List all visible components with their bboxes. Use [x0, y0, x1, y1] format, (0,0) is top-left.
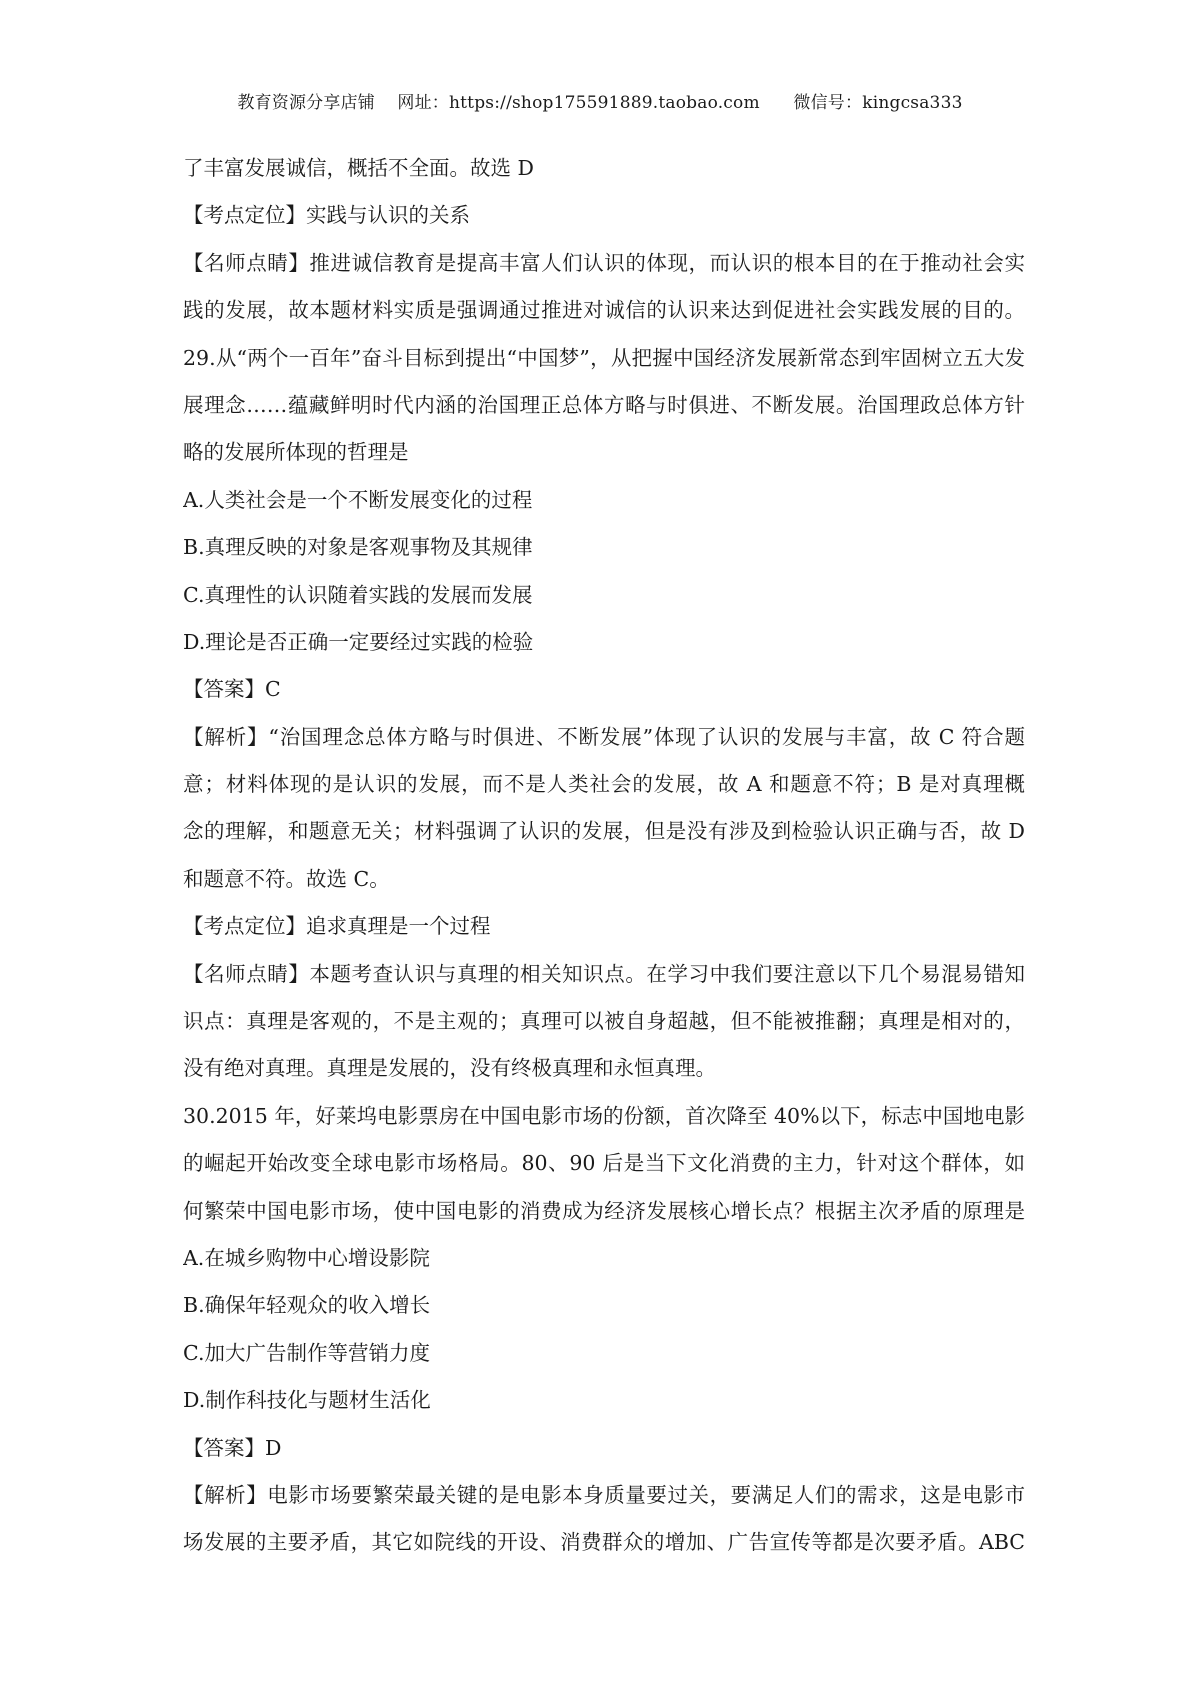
text-line: C.加大广告制作等营销力度 [183, 1340, 430, 1365]
text-line: 何繁荣中国电影市场，使中国电影的消费成为经济发展核心增长点？根据主次矛盾的原理是 [183, 1198, 1025, 1223]
header-shop-url: 网址：https://shop175591889.taobao.com [397, 93, 760, 113]
text-line: 【名师点睛】推进诚信教育是提高丰富人们认识的体现，而认识的根本目的在于推动社会实 [183, 250, 1025, 275]
text-line: 【解析】“治国理念总体方略与时俱进、不断发展”体现了认识的发展与丰富，故 C 符合题 [183, 724, 1025, 749]
text-line: 了丰富发展诚信，概括不全面。故选 D [183, 156, 534, 180]
text-line: 意；材料体现的是认识的发展，而不是人类社会的发展，故 A 和题意不符；B 是对真理概 [183, 772, 1025, 797]
text-line: 的崛起开始改变全球电影市场格局。80、90 后是当下文化消费的主力，针对这个群体，如 [183, 1151, 1025, 1176]
document-body [183, 152, 1025, 1574]
text-line: 【解析】电影市场要繁荣最关键的是电影本身质量要过关，要满足人们的需求，这是电影市 [183, 1482, 1025, 1507]
text-line: A.人类社会是一个不断发展变化的过程 [183, 487, 533, 512]
text-line: D.制作科技化与题材生活化 [183, 1388, 431, 1413]
text-line: 和题意不符。故选 C。 [183, 866, 390, 891]
text-line: 识点：真理是客观的，不是主观的；真理可以被自身超越，但不能被推翻；真理是相对的， [183, 1009, 1025, 1034]
text-line: B.确保年轻观众的收入增长 [183, 1293, 431, 1318]
text-line: B.真理反映的对象是客观事物及其规律 [183, 535, 533, 560]
text-line: 【答案】C [183, 677, 281, 702]
text-line: 践的发展，故本题材料实质是强调通过推进对诚信的认识来达到促进社会实践发展的目的。 [183, 298, 1025, 323]
text-line: D.理论是否正确一定要经过实践的检验 [183, 629, 534, 654]
text-line: 场发展的主要矛盾，其它如院线的开设、消费群众的增加、广告宣传等都是次要矛盾。ABC [183, 1530, 1025, 1555]
text-line: 30.2015 年，好莱坞电影票房在中国电影市场的份额，首次降至 40%以下，标志中国地电影 [183, 1103, 1025, 1128]
text-line: C.真理性的认识随着实践的发展而发展 [183, 582, 533, 607]
text-line: 29.从“两个一百年”奋斗目标到提出“中国梦”，从把握中国经济发展新常态到牢固树立五大发 [183, 345, 1025, 370]
text-line: 【答案】D [183, 1435, 282, 1460]
header-shop-name: 教育资源分享店铺 [237, 93, 375, 113]
header-wechat-id: 微信号：kingcsa333 [793, 93, 963, 113]
text-line: 【名师点睛】本题考查认识与真理的相关知识点。在学习中我们要注意以下几个易混易错知 [183, 961, 1025, 986]
page-header [0, 88, 1200, 113]
text-line: 略的发展所体现的哲理是 [183, 440, 409, 465]
text-line: A.在城乡购物中心增设影院 [183, 1245, 430, 1270]
text-line: 没有绝对真理。真理是发展的，没有终极真理和永恒真理。 [183, 1056, 716, 1081]
text-line: 念的理解，和题意无关；材料强调了认识的发展，但是没有涉及到检验认识正确与否，故 D [183, 819, 1025, 844]
text-line: 【考点定位】实践与认识的关系 [183, 203, 470, 228]
text-line: 展理念……蕴藏鲜明时代内涵的治国理正总体方略与时俱进、不断发展。治国理政总体方针 [183, 392, 1025, 417]
text-line: 【考点定位】追求真理是一个过程 [183, 914, 491, 939]
